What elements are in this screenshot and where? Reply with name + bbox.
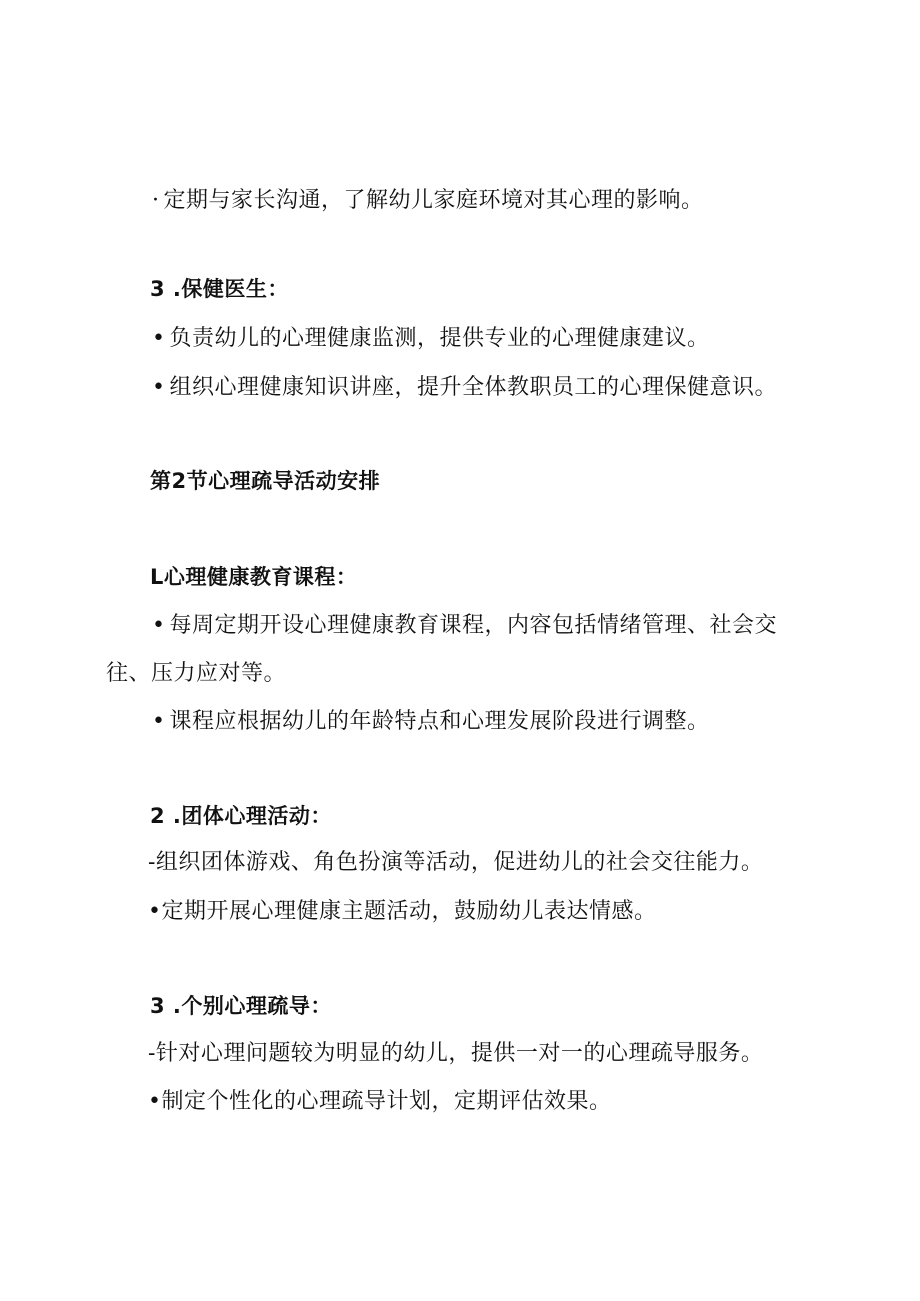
bullet-icon: · xyxy=(152,188,160,213)
bullet-text: 组织心理健康知识讲座，提升全体教职员工的心理保健意识。 xyxy=(169,375,777,400)
bullet-text: 定期与家长沟通，了解幼儿家庭环境对其心理的影响。 xyxy=(163,188,704,213)
list-item-group-games: -组织团体游戏、角色扮演等活动，促进幼儿的社会交往能力。 xyxy=(148,850,764,875)
bullet-item-health-monitoring xyxy=(152,324,710,354)
bullet-icon: • xyxy=(152,613,166,638)
subheading-group-activity: 2 .团体心理活动： xyxy=(150,804,332,828)
list-item-one-on-one: -针对心理问题较为明显的幼儿，提供一对一的心理疏导服务。 xyxy=(148,1041,764,1066)
list-item-personal-plan: •制定个性化的心理疏导计划，定期评估效果。 xyxy=(148,1089,612,1114)
bullet-icon: • xyxy=(152,326,166,351)
subheading-individual-counseling: 3 .个别心理疏导： xyxy=(150,994,332,1018)
bullet-item-weekly-course-continuation: 往、压力应对等。 xyxy=(106,661,287,686)
bullet-item-weekly-course xyxy=(152,611,777,641)
subheading-education-course: L心理健康教育课程： xyxy=(150,565,358,589)
bullet-icon: • xyxy=(152,375,166,400)
bullet-text: 课程应根据幼儿的年龄特点和心理发展阶段进行调整。 xyxy=(169,709,710,734)
list-item-theme-activities: •定期开展心理健康主题活动，鼓励幼儿表达情感。 xyxy=(148,899,657,924)
bullet-text: 负责幼儿的心理健康监测，提供专业的心理健康建议。 xyxy=(169,326,710,351)
bullet-text-line1: 每周定期开设心理健康教育课程，内容包括情绪管理、社会交 xyxy=(169,613,777,638)
section-title: 第2节心理疏导活动安排 xyxy=(150,469,381,493)
subheading-health-doctor: 3 .保健医生： xyxy=(150,277,289,301)
bullet-item-parent-communication xyxy=(152,186,704,216)
bullet-icon: • xyxy=(152,709,166,734)
bullet-item-course-adjustment xyxy=(152,707,710,737)
bullet-item-knowledge-lecture xyxy=(152,373,777,403)
